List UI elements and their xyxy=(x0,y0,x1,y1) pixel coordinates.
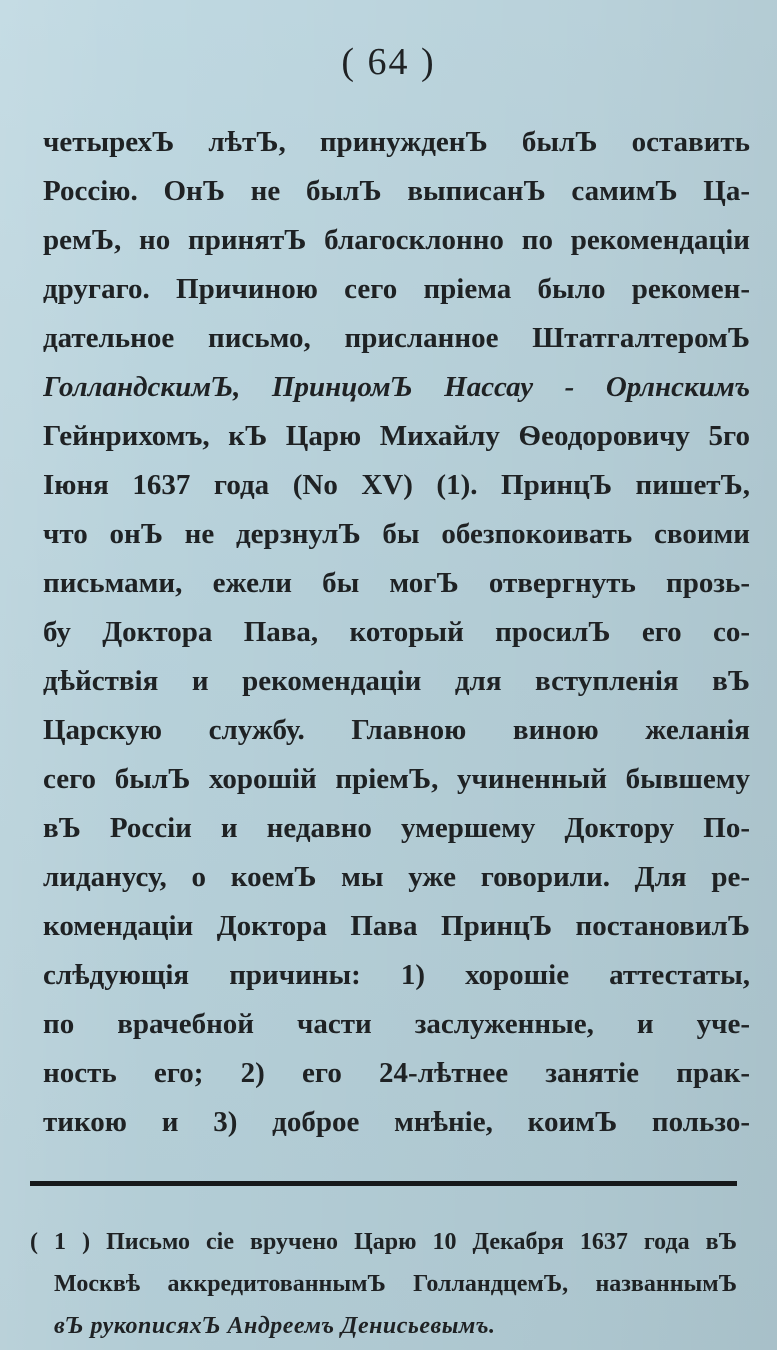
text-line: бу Доктора Пава, который просилЪ его со- xyxy=(43,616,750,648)
footnote-line: вЪ рукописяхЪ Андреемъ Денисьевымъ. xyxy=(54,1313,496,1339)
footnote-separator-rule xyxy=(30,1181,737,1186)
text-line: дѣйствія и рекомендаціи для вступленія вЪ xyxy=(43,665,750,697)
footnote xyxy=(30,1221,737,1347)
text-line: дательное письмо, присланное ШтатгалтеромЪ xyxy=(43,322,750,354)
text-line: тикою и 3) доброе мнѣніе, коимЪ пользо- xyxy=(43,1106,750,1138)
text-line: по врачебной части заслуженные, и уче- xyxy=(43,1008,750,1040)
text-line: сего былЪ хорошій пріемЪ, учиненный бывшему xyxy=(43,763,750,795)
text-line: ГолландскимЪ, ПринцомЪ Нассау - Орлнскимъ xyxy=(43,371,750,403)
text-line: комендаціи Доктора Пава ПринцЪ постановилЪ xyxy=(43,910,750,942)
text-line: другаго. Причиною сего пріема было рекомен- xyxy=(43,273,750,305)
text-line: лиданусу, о коемЪ мы уже говорили. Для ре- xyxy=(43,861,750,893)
text-line: четырехЪ лѣтЪ, принужденЪ былЪ оставить xyxy=(43,126,750,158)
main-text xyxy=(43,118,750,1147)
text-line: что онЪ не дерзнулЪ бы обезпокоивать своими xyxy=(43,518,750,550)
text-line: письмами, ежели бы могЪ отвергнуть прозь- xyxy=(43,567,750,599)
text-line: Царскую службу. Главною виною желанія xyxy=(43,714,750,746)
text-line: вЪ Россіи и недавно умершему Доктору По- xyxy=(43,812,750,844)
text-line: Россію. ОнЪ не былЪ выписанЪ самимЪ Ца- xyxy=(43,175,750,207)
text-line: ность его; 2) его 24-лѣтнее занятіе прак- xyxy=(43,1057,750,1089)
footnote-line: Москвѣ аккредитованнымЪ ГолландцемЪ, названнымЪ xyxy=(54,1271,737,1297)
text-line: Гейнрихомъ, кЪ Царю Михайлу Ѳеодоровичу 5го xyxy=(43,420,750,452)
page-number: ( 64 ) xyxy=(341,41,436,83)
text-line: ремЪ, но принятЪ благосклонно по рекомендаціи xyxy=(43,224,750,256)
text-line: слѣдующія причины: 1) хорошіе аттестаты, xyxy=(43,959,750,991)
footnote-line: ( 1 ) Письмо сіе вручено Царю 10 Декабря 1637 года вЪ xyxy=(30,1229,737,1255)
text-line: Іюня 1637 года (No XV) (1). ПринцЪ пишетЪ, xyxy=(43,469,750,501)
